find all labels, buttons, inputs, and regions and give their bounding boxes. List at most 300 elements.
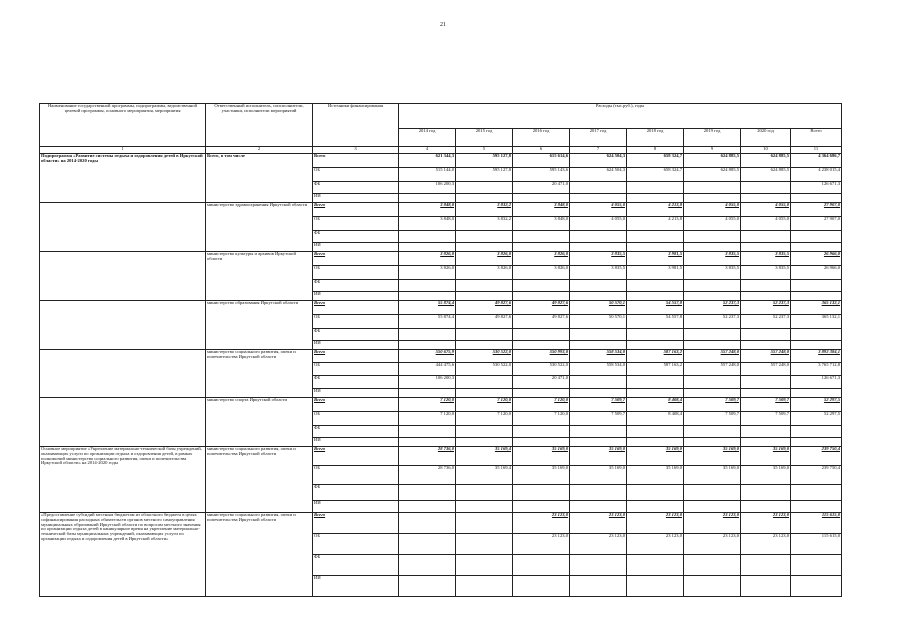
amount-cell: 3 835,5 (741, 252, 791, 266)
amount-cell: 35 169,0 (684, 466, 741, 485)
amount-cell (684, 292, 741, 301)
column-number: 9 (684, 147, 741, 154)
amount-cell (570, 182, 627, 194)
amount-cell: 35 169,0 (513, 447, 570, 466)
header-year: 2016 год (513, 129, 570, 147)
amount-cell: 106 200,3 (399, 376, 456, 389)
amount-cell: 444 475,6 (399, 363, 456, 376)
amount-cell: 3 765 712,8 (791, 363, 842, 376)
header-year: 2017 год (570, 129, 627, 147)
amount-cell: 7 120,0 (399, 412, 456, 426)
amount-cell (627, 280, 684, 292)
amount-cell (456, 513, 513, 534)
amount-cell: 23 123,0 (741, 534, 791, 555)
responsible-executor: министерство социального развития, опеки и попечительства Иркутской области (206, 447, 313, 513)
amount-cell: 557 248,0 (684, 363, 741, 376)
amount-cell: 624 885,5 (741, 168, 791, 182)
amount-cell: 4 055,0 (741, 203, 791, 217)
amount-cell: 23 123,0 (570, 534, 627, 555)
amount-cell: 595 127,8 (456, 168, 513, 182)
amount-cell (570, 231, 627, 243)
amount-cell (399, 194, 456, 203)
amount-cell: 3 848,0 (399, 217, 456, 231)
amount-cell: 4 213,8 (627, 217, 684, 231)
amount-cell: 3 832,2 (456, 217, 513, 231)
amount-cell: 3 826,0 (456, 266, 513, 280)
header-name: Наименование государственной программы, подпрограммы, ведомственной целевой программы, основного мероприятия, мероприятия (40, 104, 206, 147)
amount-cell: 27 907,0 (791, 203, 842, 217)
funding-source: ФБ (313, 376, 399, 389)
funding-source: Всего (313, 350, 399, 363)
amount-cell (791, 389, 842, 398)
amount-cell: 3 826,0 (399, 252, 456, 266)
amount-cell (399, 426, 456, 438)
amount-cell: 35 169,0 (513, 466, 570, 485)
amount-cell: 126 671,3 (791, 182, 842, 194)
amount-cell (791, 426, 842, 438)
table-row (40, 447, 842, 466)
funding-source: Всего (313, 398, 399, 412)
amount-cell (627, 426, 684, 438)
amount-cell (570, 292, 627, 301)
amount-cell: 587 163,2 (627, 350, 684, 363)
amount-cell: 3 835,5 (684, 266, 741, 280)
table-row (40, 350, 842, 363)
program-name: Основное мероприятие «Укрепление материально-технической базы учреждений, оказывающих услуги по организации отдыха и оздоровления детей, в рамках полномочий министерства социального развития, опеки и попечительства Иркутской области» на 2014-2020 годы (40, 447, 206, 513)
table-row (40, 301, 842, 315)
amount-cell: 35 169,4 (456, 447, 513, 466)
amount-cell: 49 827,6 (456, 315, 513, 329)
amount-cell (627, 576, 684, 597)
amount-cell (513, 501, 570, 513)
amount-cell (456, 231, 513, 243)
amount-cell: 4 238 015,4 (791, 168, 842, 182)
amount-cell (456, 555, 513, 576)
amount-cell: 595 143,6 (513, 168, 570, 182)
header-year: Всего (791, 129, 842, 147)
amount-cell: 515 144,0 (399, 168, 456, 182)
program-name: Подпрограмма «Развитие системы отдыха и оздоровления детей в Иркутской области» на 2014-2020 годы (40, 154, 206, 203)
amount-cell (399, 501, 456, 513)
amount-cell: 26 966,0 (791, 266, 842, 280)
amount-cell: 20 471,0 (513, 182, 570, 194)
amount-cell: 52 297,5 (791, 412, 842, 426)
amount-cell (741, 555, 791, 576)
amount-cell: 3 835,5 (570, 266, 627, 280)
funding-source: ИИ (313, 341, 399, 350)
header-year: 2014 год (399, 129, 456, 147)
funding-source: ФБ (313, 426, 399, 438)
amount-cell: 23 123,0 (684, 534, 741, 555)
amount-cell (741, 243, 791, 252)
funding-source: ИИ (313, 243, 399, 252)
amount-cell: 365 132,1 (791, 315, 842, 329)
amount-cell (684, 438, 741, 447)
amount-cell: 7 509,7 (570, 398, 627, 412)
amount-cell (741, 376, 791, 389)
amount-cell (513, 389, 570, 398)
table-row (40, 252, 842, 266)
amount-cell: 23 123,0 (513, 513, 570, 534)
amount-cell: 52 237,3 (741, 301, 791, 315)
amount-cell: 624 885,5 (684, 154, 741, 168)
amount-cell (399, 292, 456, 301)
amount-cell: 35 169,0 (741, 447, 791, 466)
amount-cell: 54 557,8 (627, 315, 684, 329)
funding-source: ОБ (313, 363, 399, 376)
amount-cell: 239 750,4 (791, 466, 842, 485)
header-expenses: Расходы (тыс.руб.), годы (399, 104, 842, 129)
responsible-executor: министерство здравоохранения Иркутской области (206, 203, 313, 252)
amount-cell: 35 169,0 (684, 447, 741, 466)
column-number: 3 (313, 147, 399, 154)
amount-cell: 49 827,6 (513, 301, 570, 315)
amount-cell (399, 329, 456, 341)
amount-cell: 26 966,0 (791, 252, 842, 266)
funding-source: Всего (313, 447, 399, 466)
amount-cell: 23 123,0 (684, 513, 741, 534)
amount-cell (570, 438, 627, 447)
amount-cell (741, 485, 791, 501)
amount-cell: 27 907,0 (791, 217, 842, 231)
amount-cell (399, 576, 456, 597)
amount-cell (399, 534, 456, 555)
amount-cell (791, 438, 842, 447)
amount-cell (791, 485, 842, 501)
amount-cell: 28 736,0 (399, 447, 456, 466)
amount-cell (399, 280, 456, 292)
amount-cell: 3 826,0 (399, 266, 456, 280)
amount-cell (456, 501, 513, 513)
amount-cell (627, 376, 684, 389)
amount-cell: 35 169,0 (570, 466, 627, 485)
amount-cell: 23 123,0 (627, 513, 684, 534)
column-number: 11 (791, 147, 842, 154)
funding-source: ОБ (313, 315, 399, 329)
amount-cell: 7 509,7 (741, 398, 791, 412)
amount-cell (741, 182, 791, 194)
amount-cell (456, 485, 513, 501)
amount-cell (791, 341, 842, 350)
amount-cell: 8 408,4 (627, 412, 684, 426)
amount-cell: 595 127,8 (456, 154, 513, 168)
amount-cell: 7 509,7 (570, 412, 627, 426)
amount-cell (741, 576, 791, 597)
amount-cell: 3 892 384,1 (791, 350, 842, 363)
amount-cell: 7 120,0 (399, 398, 456, 412)
amount-cell (684, 485, 741, 501)
amount-cell: 624 885,5 (741, 154, 791, 168)
amount-cell (399, 485, 456, 501)
amount-cell (627, 292, 684, 301)
amount-cell: 52 237,3 (741, 315, 791, 329)
table-row (40, 513, 842, 534)
amount-cell (456, 534, 513, 555)
funding-source: Всего (313, 301, 399, 315)
amount-cell (627, 555, 684, 576)
funding-source: Всего (313, 203, 399, 217)
funding-source: ИИ (313, 292, 399, 301)
responsible-executor: министерство социального развития, опеки и попечительства Иркутской области (206, 350, 313, 398)
amount-cell: 35 169,4 (456, 466, 513, 485)
amount-cell: 557 248,0 (684, 350, 741, 363)
funding-source: Всего (313, 513, 399, 534)
amount-cell: 3 826,0 (513, 266, 570, 280)
amount-cell (513, 329, 570, 341)
amount-cell (741, 438, 791, 447)
amount-cell: 624 504,3 (570, 168, 627, 182)
amount-cell: 126 671,3 (791, 376, 842, 389)
column-number: 1 (40, 147, 206, 154)
amount-cell (741, 389, 791, 398)
header-year: 2019 год (684, 129, 741, 147)
amount-cell (456, 329, 513, 341)
amount-cell: 4 055,0 (684, 217, 741, 231)
amount-cell: 23 123,0 (741, 513, 791, 534)
amount-cell: 7 120,0 (513, 398, 570, 412)
amount-cell (399, 231, 456, 243)
budget-table (39, 103, 842, 597)
amount-cell: 7 120,0 (513, 412, 570, 426)
program-name (40, 252, 206, 301)
amount-cell (513, 341, 570, 350)
amount-cell (791, 576, 842, 597)
amount-cell (513, 438, 570, 447)
amount-cell: 3 835,5 (570, 252, 627, 266)
funding-source: ИИ (313, 576, 399, 597)
table-row (40, 398, 842, 412)
header-year: 2018 год (627, 129, 684, 147)
amount-cell (684, 231, 741, 243)
amount-cell (513, 243, 570, 252)
amount-cell: 550 993,0 (513, 350, 570, 363)
amount-cell (684, 555, 741, 576)
amount-cell: 239 750,4 (791, 447, 842, 466)
amount-cell: 4 213,8 (627, 203, 684, 217)
amount-cell (627, 389, 684, 398)
program-name (40, 203, 206, 252)
amount-cell: 115 615,0 (791, 534, 842, 555)
amount-cell: 49 827,6 (456, 301, 513, 315)
funding-source: ФБ (313, 485, 399, 501)
amount-cell: 615 614,6 (513, 154, 570, 168)
amount-cell: 54 557,8 (627, 301, 684, 315)
amount-cell: 4 055,0 (741, 217, 791, 231)
column-number: 4 (399, 147, 456, 154)
amount-cell (627, 194, 684, 203)
responsible-executor: министерство культуры и архивов Иркутской области (206, 252, 313, 301)
amount-cell: 4 364 686,7 (791, 154, 842, 168)
amount-cell (570, 376, 627, 389)
amount-cell (456, 389, 513, 398)
amount-cell (791, 194, 842, 203)
amount-cell: 7 120,0 (456, 398, 513, 412)
amount-cell: 35 169,0 (741, 466, 791, 485)
amount-cell: 3 981,5 (627, 266, 684, 280)
amount-cell (456, 194, 513, 203)
amount-cell (627, 341, 684, 350)
amount-cell (627, 182, 684, 194)
amount-cell (399, 555, 456, 576)
amount-cell (399, 243, 456, 252)
table-row (40, 203, 842, 217)
header-year: 2020 год (741, 129, 791, 147)
amount-cell: 52 297,5 (791, 398, 842, 412)
amount-cell (570, 501, 627, 513)
amount-cell (513, 231, 570, 243)
amount-cell (791, 280, 842, 292)
amount-cell: 3 826,0 (513, 252, 570, 266)
amount-cell (684, 341, 741, 350)
amount-cell (791, 243, 842, 252)
funding-source: Всего (313, 252, 399, 266)
amount-cell: 7 120,0 (456, 412, 513, 426)
amount-cell: 7 509,7 (684, 398, 741, 412)
funding-source: ФБ (313, 555, 399, 576)
amount-cell: 3 832,2 (456, 203, 513, 217)
funding-source: ИИ (313, 194, 399, 203)
amount-cell (684, 389, 741, 398)
amount-cell: 365 132,1 (791, 301, 842, 315)
amount-cell: 7 509,7 (684, 412, 741, 426)
funding-source: ИИ (313, 389, 399, 398)
amount-cell (627, 501, 684, 513)
amount-cell (456, 280, 513, 292)
amount-cell: 35 169,0 (627, 466, 684, 485)
amount-cell (570, 426, 627, 438)
amount-cell (684, 329, 741, 341)
amount-cell (627, 485, 684, 501)
funding-source: Всего (313, 154, 399, 168)
header-source: Источники финансирования (313, 104, 399, 147)
column-number: 7 (570, 147, 627, 154)
column-number: 10 (741, 147, 791, 154)
amount-cell (791, 555, 842, 576)
amount-cell (513, 555, 570, 576)
amount-cell (513, 426, 570, 438)
funding-source: ФБ (313, 182, 399, 194)
amount-cell (456, 438, 513, 447)
funding-source: ФБ (313, 329, 399, 341)
amount-cell: 7 509,7 (741, 412, 791, 426)
amount-cell (570, 555, 627, 576)
funding-source: ОБ (313, 168, 399, 182)
amount-cell: 658 324,7 (627, 168, 684, 182)
funding-source: ОБ (313, 217, 399, 231)
amount-cell (684, 576, 741, 597)
amount-cell: 558 534,0 (570, 350, 627, 363)
amount-cell (570, 389, 627, 398)
amount-cell (513, 576, 570, 597)
amount-cell: 20 471,0 (513, 376, 570, 389)
header-year: 2015 год (456, 129, 513, 147)
amount-cell (456, 182, 513, 194)
amount-cell (513, 280, 570, 292)
amount-cell (399, 513, 456, 534)
amount-cell: 4 055,0 (570, 203, 627, 217)
amount-cell: 55 874,4 (399, 315, 456, 329)
amount-cell (570, 329, 627, 341)
amount-cell: 3 981,5 (627, 252, 684, 266)
amount-cell (741, 501, 791, 513)
amount-cell (684, 280, 741, 292)
amount-cell (791, 329, 842, 341)
amount-cell: 3 848,0 (513, 203, 570, 217)
amount-cell: 624 504,3 (570, 154, 627, 168)
amount-cell (684, 376, 741, 389)
amount-cell (456, 243, 513, 252)
amount-cell (684, 426, 741, 438)
amount-cell: 49 827,6 (513, 315, 570, 329)
amount-cell (570, 341, 627, 350)
responsible-executor: министерство социального развития, опеки и попечительства Иркутской области (206, 513, 313, 597)
amount-cell: 4 055,0 (684, 203, 741, 217)
amount-cell: 115 615,0 (791, 513, 842, 534)
amount-cell (741, 426, 791, 438)
amount-cell: 587 163,2 (627, 363, 684, 376)
amount-cell (741, 341, 791, 350)
amount-cell: 35 169,0 (570, 447, 627, 466)
amount-cell: 50 570,1 (570, 301, 627, 315)
amount-cell (791, 292, 842, 301)
column-number: 8 (627, 147, 684, 154)
amount-cell: 35 169,0 (627, 447, 684, 466)
program-name: «Предоставление субсидий местным бюджетам из областного бюджета в целях софинансирования расходных обязательств органов местного самоуправления муниципальных образований Иркутской области по вопросам местного значения по организации отдыха детей в каникулярное время на укрепление материально-технической базы муниципальных учреждений, оказывающих услуги по организации отдыха и оздоровления детей в Иркутской области» (40, 513, 206, 597)
amount-cell (627, 438, 684, 447)
funding-source: ОБ (313, 412, 399, 426)
amount-cell: 3 826,0 (456, 252, 513, 266)
responsible-executor: министерство спорта Иркутской области (206, 398, 313, 447)
amount-cell: 52 237,3 (684, 301, 741, 315)
amount-cell (399, 341, 456, 350)
amount-cell: 658 324,7 (627, 154, 684, 168)
amount-cell (627, 329, 684, 341)
amount-cell (741, 231, 791, 243)
funding-source: ОБ (313, 534, 399, 555)
amount-cell (741, 329, 791, 341)
program-name (40, 398, 206, 447)
funding-source: ФБ (313, 280, 399, 292)
program-name (40, 350, 206, 398)
column-number: 5 (456, 147, 513, 154)
amount-cell: 557 248,0 (741, 363, 791, 376)
amount-cell: 23 123,0 (627, 534, 684, 555)
page-number: 21 (440, 22, 446, 28)
amount-cell (684, 182, 741, 194)
amount-cell: 550 675,9 (399, 350, 456, 363)
funding-source: ФБ (313, 231, 399, 243)
amount-cell: 3 835,5 (684, 252, 741, 266)
amount-cell (456, 376, 513, 389)
amount-cell: 530 522,0 (513, 363, 570, 376)
amount-cell: 557 248,0 (741, 350, 791, 363)
amount-cell: 624 885,5 (684, 168, 741, 182)
amount-cell (456, 576, 513, 597)
amount-cell (456, 341, 513, 350)
amount-cell (456, 292, 513, 301)
table-row (40, 154, 842, 168)
amount-cell: 50 570,1 (570, 315, 627, 329)
amount-cell: 621 344,3 (399, 154, 456, 168)
column-number: 2 (206, 147, 313, 154)
amount-cell: 52 237,3 (684, 315, 741, 329)
program-name (40, 301, 206, 350)
amount-cell: 23 123,0 (570, 513, 627, 534)
amount-cell: 530 522,0 (456, 363, 513, 376)
amount-cell (684, 194, 741, 203)
amount-cell (399, 389, 456, 398)
amount-cell (456, 426, 513, 438)
